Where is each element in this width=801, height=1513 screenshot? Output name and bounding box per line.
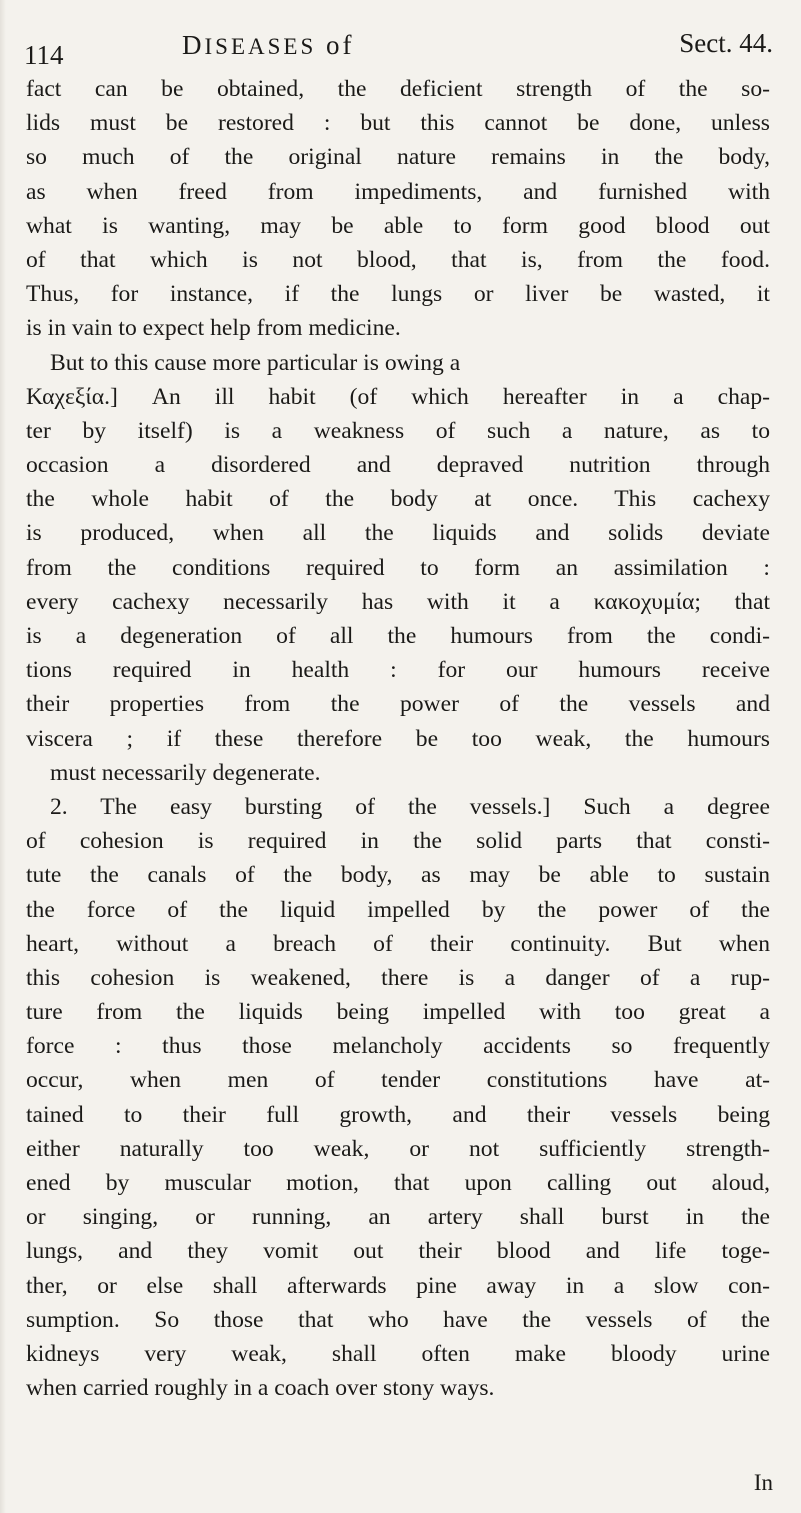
body-text	[26, 72, 770, 1405]
text-line: ened by muscular motion, that upon calling out aloud,	[26, 1170, 770, 1196]
text-line: tions required in health : for our humours receive	[26, 657, 770, 684]
running-header	[24, 18, 779, 70]
text-line: occur, when men of tender constitutions have at-	[26, 1067, 770, 1094]
text-line: heart, without a breach of their continuity. But when	[26, 930, 770, 957]
text-line: the whole habit of the body at once. This cachexy	[26, 486, 770, 513]
text-line: this cohesion is weakened, there is a danger of a rup-	[26, 964, 770, 991]
text-line: is a degeneration of all the humours from the condi-	[26, 623, 770, 649]
text-line: is produced, when all the liquids and solids deviate	[26, 520, 770, 547]
text-line: lungs, and they vomit out their blood and life toge-	[26, 1238, 770, 1265]
text-line: what is wanting, may be able to form good blood out	[26, 212, 770, 239]
text-line: Thus, for instance, if the lungs or liver be wasted, it	[26, 281, 770, 308]
text-line: fact can be obtained, the deficient strength of the so-	[26, 76, 770, 102]
text-line: so much of the original nature remains in the body,	[26, 144, 770, 171]
text-line: or singing, or running, an artery shall burst in the	[26, 1204, 770, 1231]
text-line: every cachexy necessarily has with it a κακοχυμία; that	[26, 588, 770, 615]
running-title-initial: D	[182, 30, 205, 60]
text-line: tained to their full growth, and their vessels being	[26, 1101, 770, 1128]
text-line: either naturally too weak, or not sufficiently strength-	[26, 1135, 770, 1162]
page-gutter-shadow	[0, 0, 6, 1513]
text-line: when carried roughly in a coach over stony ways.	[26, 1375, 495, 1402]
text-line: the force of the liquid impelled by the power of the	[26, 896, 770, 923]
text-line: 2. The easy bursting of the vessels.] Such a degree	[50, 793, 770, 820]
text-line: kidneys very weak, shall often make bloody urine	[26, 1340, 770, 1367]
text-line: of cohesion is required in the solid parts that consti-	[26, 828, 770, 855]
text-line: occasion a disordered and depraved nutrition through	[26, 452, 770, 479]
text-line: ter by itself) is a weakness of such a nature, as to	[26, 417, 770, 444]
catchword: In	[753, 1470, 773, 1495]
text-line: Καχεξία.] An ill habit (of which hereafter in a chap-	[26, 383, 770, 410]
running-title	[182, 30, 355, 61]
text-line: as when freed from impediments, and furnished with	[26, 178, 770, 205]
text-line: But to this cause more particular is owing a	[50, 349, 461, 376]
text-line: ther, or else shall afterwards pine away in a slow con-	[26, 1272, 770, 1299]
text-line: of that which is not blood, that is, from the food.	[26, 246, 770, 273]
text-line: force : thus those melancholy accidents so frequently	[26, 1033, 770, 1060]
text-line: is in vain to expect help from medicine.	[26, 315, 401, 342]
section-reference: Sect. 44.	[679, 28, 773, 58]
page-number: 114	[24, 40, 64, 70]
text-line: from the conditions required to form an assimilation :	[26, 554, 770, 581]
text-line: viscera ; if these therefore be too weak, the humours	[26, 725, 770, 752]
text-line: their properties from the power of the vessels and	[26, 691, 770, 718]
text-line: lids must be restored : but this cannot be done, unless	[26, 110, 770, 137]
running-title-of: of	[326, 30, 355, 60]
text-line: ture from the liquids being impelled with too great a	[26, 999, 770, 1026]
text-line: sumption. So those that who have the vessels of the	[26, 1306, 770, 1333]
text-line: must necessarily degenerate.	[50, 759, 321, 786]
text-line: tute the canals of the body, as may be able to sustain	[26, 862, 770, 889]
running-title-rest: ISEASES	[204, 34, 317, 59]
